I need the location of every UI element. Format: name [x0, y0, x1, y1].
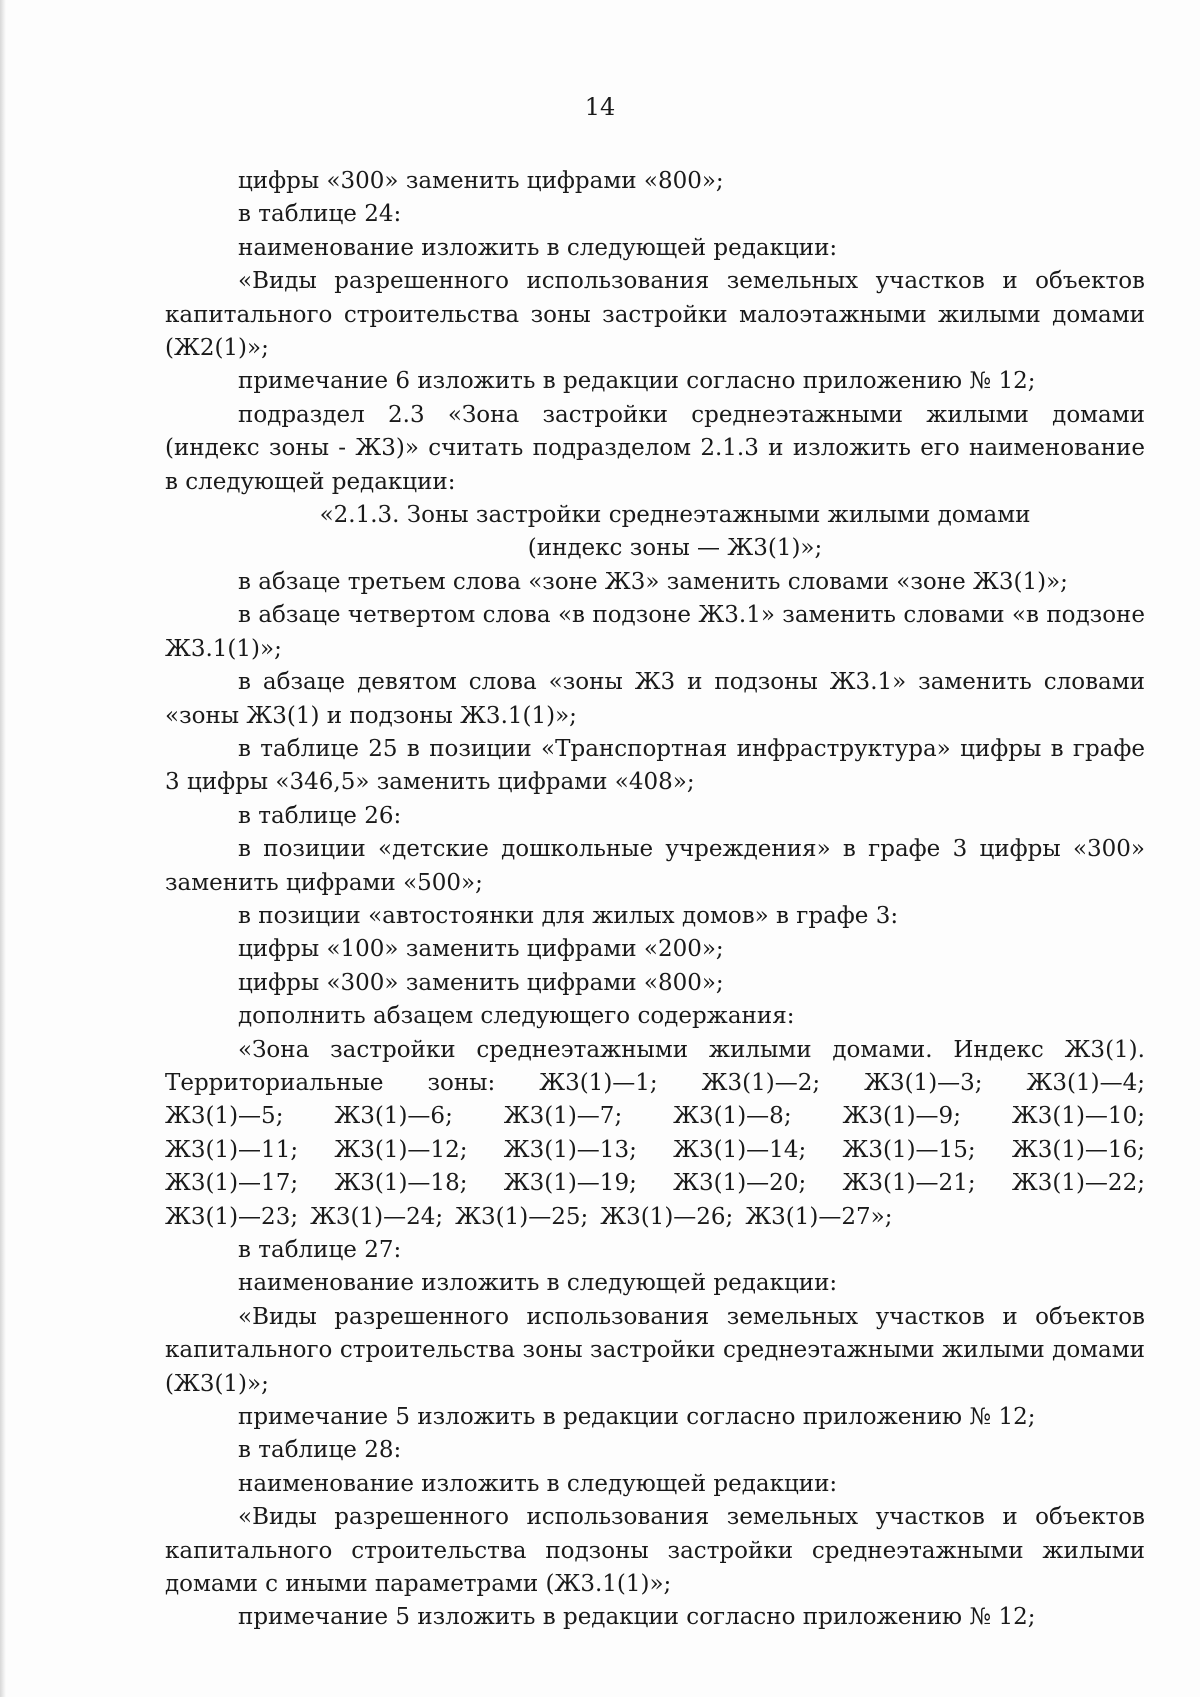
zones-word: среднеэтажными [476, 1036, 689, 1063]
zone-code: Ж3(1)—16; [1011, 1136, 1145, 1163]
zone-code: Ж3(1)—10; [1011, 1103, 1145, 1130]
zones-list-paragraph [165, 1034, 1145, 1234]
paragraph: в таблице 24: [238, 201, 402, 228]
zones-line [165, 1034, 1145, 1067]
paragraph: в абзаце четвертом слова «в подзоне Ж3.1» заменить словами «в подзоне Ж3.1(1)»; [165, 602, 1145, 662]
zones-line [165, 1067, 1145, 1100]
paragraph: примечание 5 изложить в редакции согласно приложению № 12; [238, 1604, 1036, 1631]
paragraph: дополнить абзацем следующего содержания: [238, 1003, 795, 1030]
zone-code: Ж3(1)—9; [842, 1103, 961, 1130]
zones-line [165, 1167, 1145, 1200]
paragraph: в таблице 25 в позиции «Транспортная инфраструктура» цифры в графе 3 цифры «346,5» заменить цифрами «408»; [165, 735, 1145, 796]
zone-code: Ж3(1)—2; [701, 1069, 821, 1096]
paragraph: в абзаце девятом слова «зоны Ж3 и подзоны Ж3.1» заменить словами «зоны Ж3(1) и подзоны Ж3.1(1)»; [165, 669, 1145, 729]
section-heading-line1: «2.1.3. Зоны застройки среднеэтажными жилыми домами [319, 502, 1031, 529]
paragraph: «Виды разрешенного использования земельных участков и объектов капитального строительства подзоны застройки среднеэтажными жилыми домами с иными параметрами (Ж3.1(1)»; [165, 1504, 1145, 1598]
zone-code: Ж3(1)—21; [842, 1170, 976, 1197]
zones-word: домами. [832, 1036, 933, 1063]
section-heading-line2: (индекс зоны — Ж3(1)»; [527, 535, 823, 562]
zones-word: жилыми [708, 1036, 812, 1063]
zone-code: Ж3(1)—22; [1011, 1170, 1145, 1197]
zones-word: Индекс [953, 1036, 1044, 1063]
paragraph: «Виды разрешенного использования земельных участков и объектов капитального строительства зоны застройки малоэтажными жилыми домами (Ж2(1)»; [165, 268, 1145, 362]
zones-line [165, 1134, 1145, 1167]
zone-code: Ж3(1)—17; [165, 1170, 299, 1197]
zone-code: Ж3(1)—4; [1026, 1069, 1145, 1096]
paragraph: «Виды разрешенного использования земельных участков и объектов капитального строительства зоны застройки среднеэтажными жилыми домами (Ж3(1)»; [165, 1303, 1145, 1397]
paragraph: подраздел 2.3 «Зона застройки среднеэтажными жилыми домами (индекс зоны - Ж3)» считать подразделом 2.1.3 и изложить его наименование в следующей редакции: [165, 401, 1145, 495]
paragraph: цифры «300» заменить цифрами «800»; [238, 969, 724, 996]
paragraph: примечание 6 изложить в редакции согласно приложению № 12; [238, 368, 1036, 395]
paragraph: наименование изложить в следующей редакции: [238, 1470, 838, 1497]
document-body [165, 165, 1145, 1635]
zones-line [165, 1100, 1145, 1133]
page-number: 14 [584, 93, 616, 121]
zone-code: Ж3(1)—25; [455, 1203, 589, 1230]
zones-word: Территориальные [165, 1069, 384, 1096]
zone-code: Ж3(1)—8; [673, 1103, 792, 1130]
paragraph: в абзаце третьем слова «зоне Ж3» заменить словами «зоне Ж3(1)»; [238, 568, 1068, 595]
paragraph: в таблице 27: [238, 1237, 402, 1263]
zone-code: Ж3(1)—3; [864, 1069, 983, 1096]
zone-code: Ж3(1)—6; [334, 1103, 453, 1130]
paragraph: наименование изложить в следующей редакции: [238, 234, 838, 261]
zone-code: Ж3(1)—23; [165, 1203, 299, 1230]
zones-word: застройки [330, 1036, 456, 1063]
zone-code: Ж3(1)—12; [334, 1136, 468, 1163]
zone-code: Ж3(1)—1; [539, 1069, 658, 1096]
paragraph: примечание 5 изложить в редакции согласно приложению № 12; [238, 1404, 1036, 1431]
paragraph: в позиции «детские дошкольные учреждения» в графе 3 цифры «300» заменить цифрами «500»; [165, 836, 1145, 896]
zone-code: Ж3(1)—20; [673, 1170, 807, 1197]
zones-word: Ж3(1). [1064, 1036, 1145, 1063]
zone-code: Ж3(1)—19; [503, 1170, 637, 1197]
scan-edge [0, 0, 6, 1697]
zone-code: Ж3(1)—5; [165, 1103, 284, 1130]
paragraph: в таблице 26: [238, 802, 402, 829]
paragraph: наименование изложить в следующей редакции: [238, 1270, 838, 1297]
zone-code: Ж3(1)—11; [165, 1136, 299, 1163]
paragraph: в таблице 28: [238, 1437, 402, 1464]
zone-code: Ж3(1)—14; [673, 1136, 807, 1163]
zone-code: Ж3(1)—26; [600, 1203, 734, 1230]
section-heading [165, 499, 1145, 566]
zones-line [165, 1201, 1145, 1234]
zone-code: Ж3(1)—7; [503, 1103, 623, 1130]
zone-code: Ж3(1)—15; [842, 1136, 976, 1163]
paragraph: цифры «100» заменить цифрами «200»; [238, 936, 724, 963]
paragraph: цифры «300» заменить цифрами «800»; [238, 168, 724, 194]
zone-code: Ж3(1)—18; [334, 1170, 468, 1197]
paragraph: в позиции «автостоянки для жилых домов» в графе 3: [238, 902, 899, 929]
zone-code: Ж3(1)—13; [503, 1136, 637, 1163]
zone-code: Ж3(1)—24; [310, 1203, 444, 1230]
zones-word: «Зона [238, 1036, 310, 1063]
zone-code: Ж3(1)—27»; [745, 1203, 893, 1230]
zones-word: зоны: [427, 1069, 496, 1096]
